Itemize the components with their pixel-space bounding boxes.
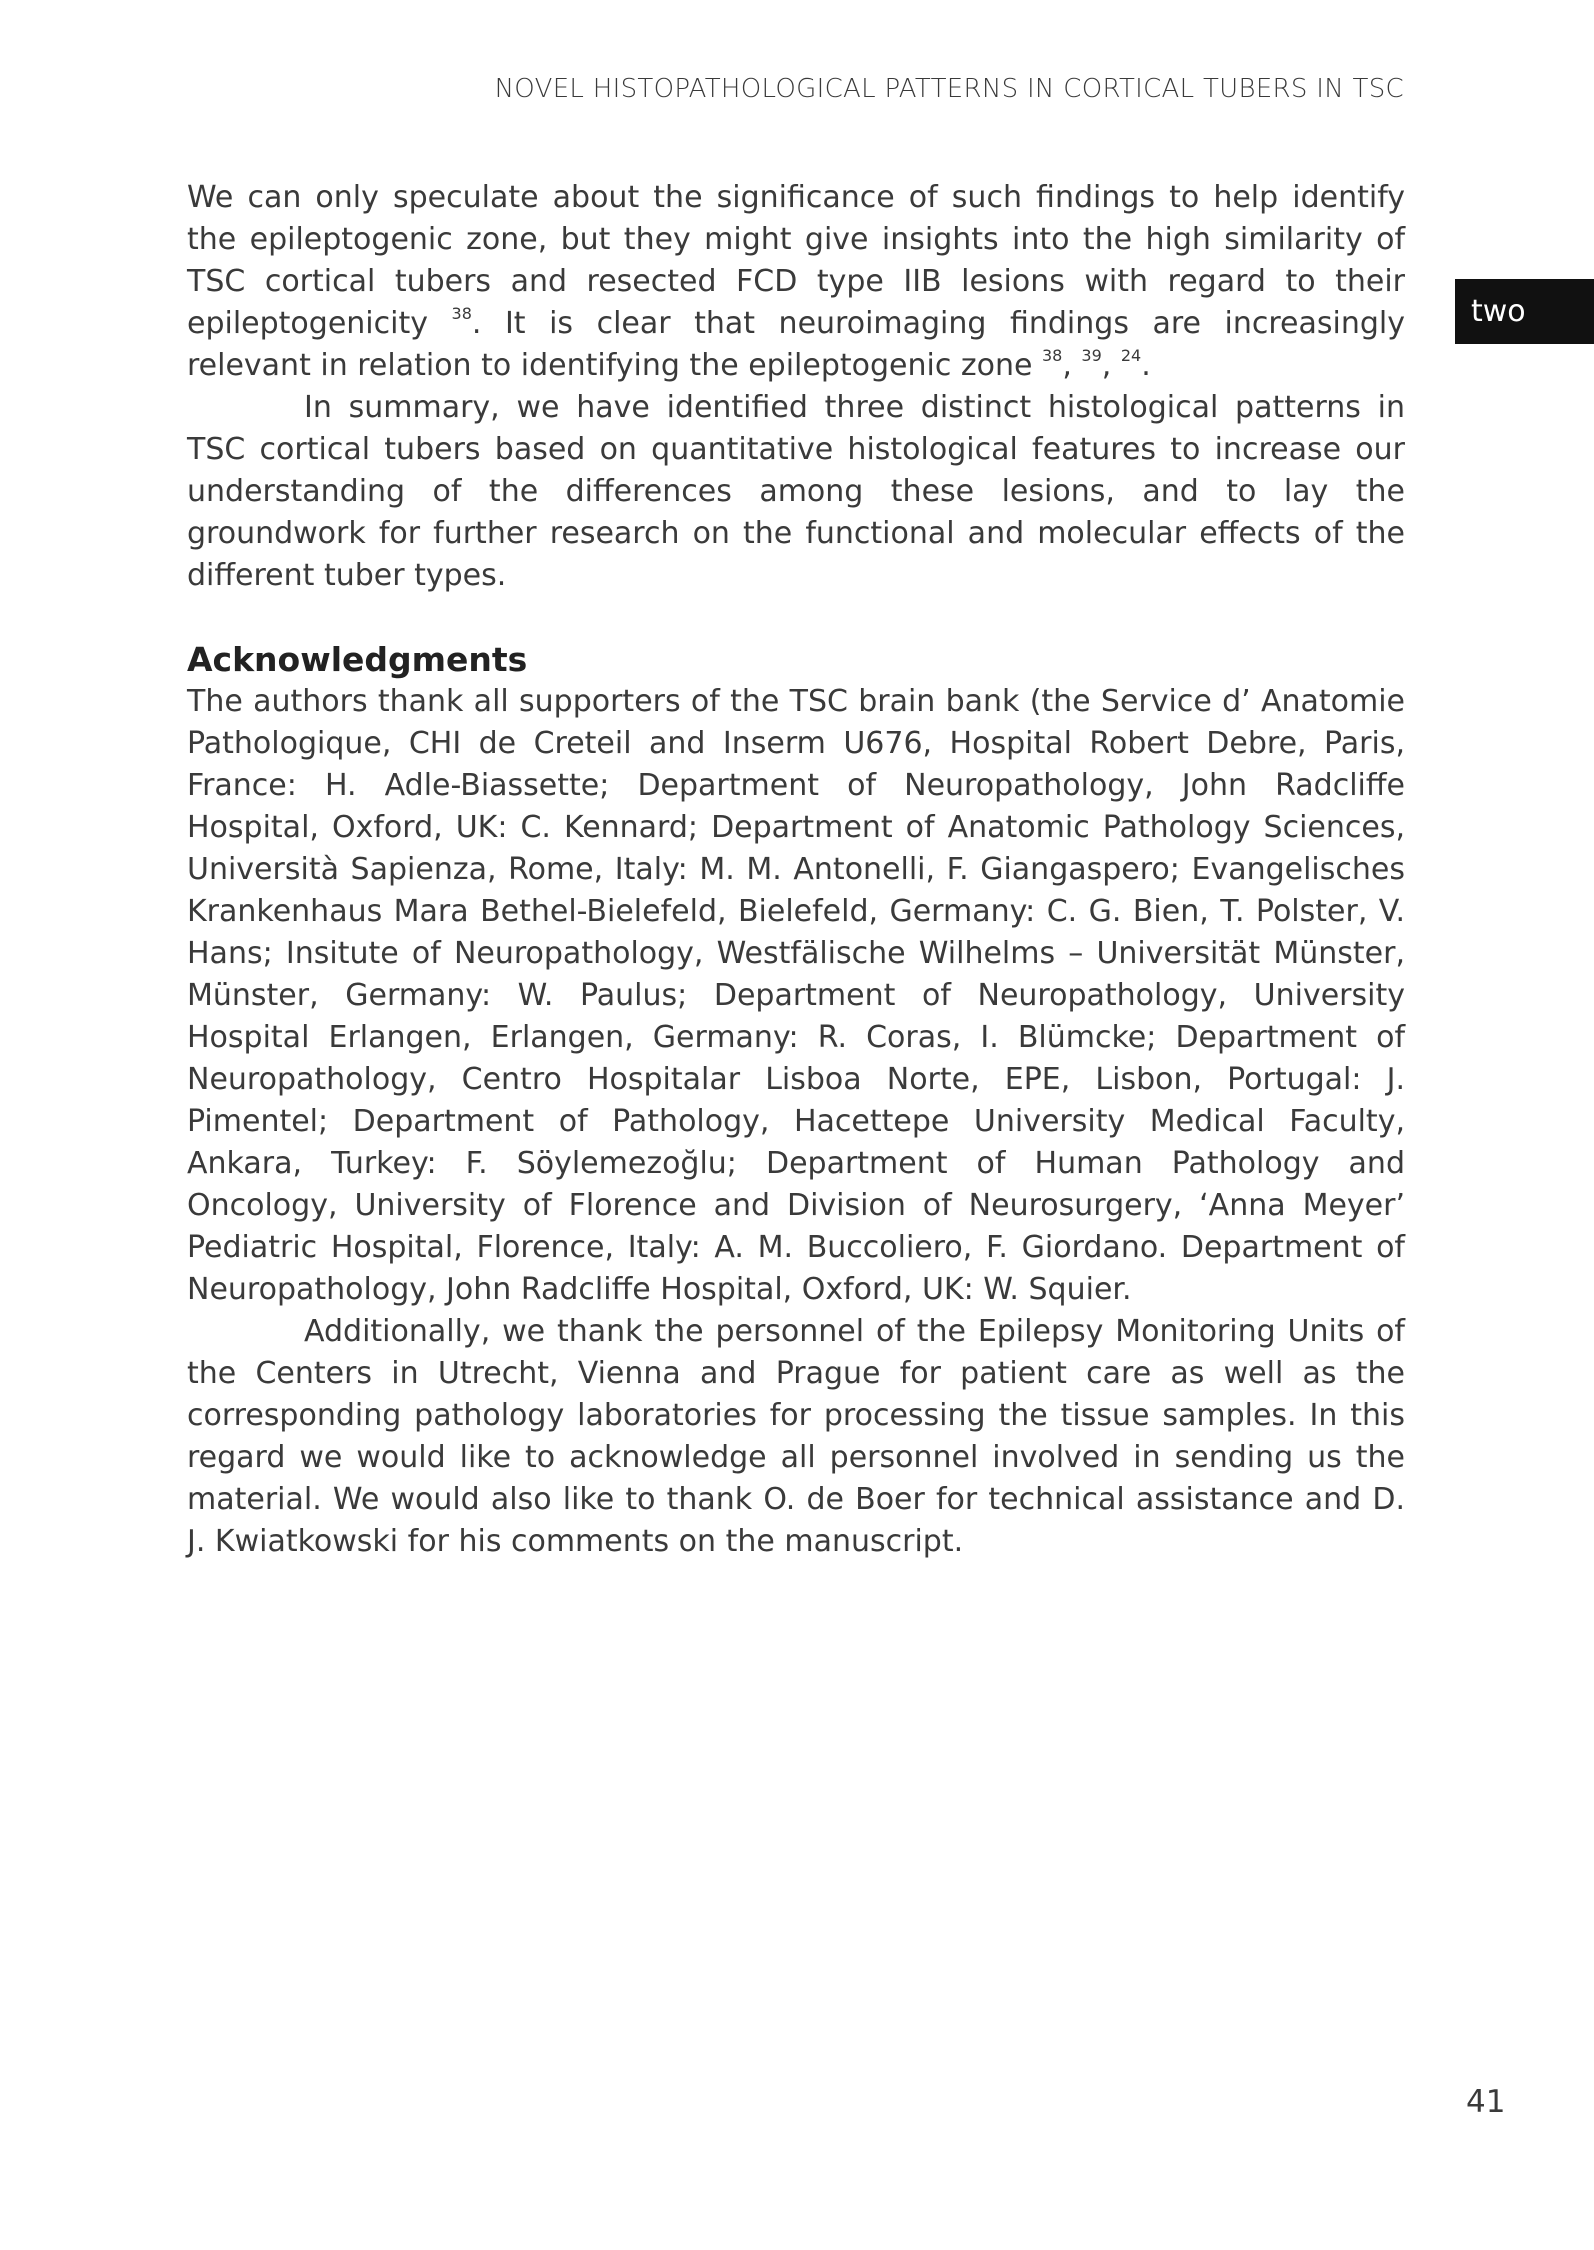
citation-ref: 38 xyxy=(451,304,472,323)
page-number: 41 xyxy=(1466,2084,1506,2120)
body-text: . It is clear that neuroimaging findings are increasingly relevant in relation to identifying the epileptogenic zone xyxy=(187,306,1405,383)
body-paragraph-1 xyxy=(187,177,1405,387)
body-text: . xyxy=(1141,348,1151,383)
acknowledgments-paragraph-1: The authors thank all supporters of the TSC brain bank (the Service d’ Anatomie Pathologique, CHI de Creteil and Inserm U676, Hospital Robert Debre, Paris, France: H. Adle-Biassette; Department of Neuropathology, John Radcliffe Hospital, Oxford, UK: C. Kennard; Department of Anatomic Pathology Sciences, Università Sapienza, Rome, Italy: M. M. Antonelli, F. Giangaspero; Evangelisches Krankenhaus Mara Bethel-Bielefeld, Bielefeld, Germany: C. G. Bien, T. Polster, V. Hans; Insitute of Neuropathology, Westfälische Wilhelms – Universität Münster, Münster, Germany: W. Paulus; Department of Neuropathology, University Hospital Erlangen, Erlangen, Germany: R. Coras, I. Blümcke; Department of Neuropathology, Centro Hospitalar Lisboa Norte, EPE, Lisbon, Portugal: J. Pimentel; Department of Pathology, Hacettepe University Medical Faculty, Ankara, Turkey: F. Söylemezoğlu; Department of Human Pathology and Oncology, University of Florence and Division of Neurosurgery, ‘Anna Meyer’ Pediatric Hospital, Florence, Italy: A. M. Buccoliero, F. Giordano. Department of Neuropathology, John Radcliffe Hospital, Oxford, UK: W. Squier. xyxy=(187,684,1405,1307)
citation-separator: , xyxy=(1101,348,1121,383)
main-content xyxy=(187,177,1405,1563)
running-header: NOVEL HISTOPATHOLOGICAL PATTERNS IN CORTICAL TUBERS IN TSC xyxy=(494,74,1404,104)
citation-ref: 39 xyxy=(1081,346,1102,365)
citation-ref: 24 xyxy=(1120,346,1142,365)
body-paragraph-2: In summary, we have identified three distinct histological patterns in TSC cortical tubers based on quantitative histological features to increase our understanding of the differences among these lesions, and to lay the groundwork for further research on the functional and molecular effects of the different tuber types. xyxy=(187,390,1405,593)
body-text: We can only speculate about the significance of such findings to help identify the epileptogenic zone, but they might give insights into the high similarity of TSC cortical tubers and resected FCD type IIB lesions with regard to their epileptogenicity xyxy=(187,180,1405,341)
citation-ref: 38 xyxy=(1041,346,1063,365)
citation-separator: , xyxy=(1062,348,1082,383)
acknowledgments-heading: Acknowledgments xyxy=(187,640,528,679)
acknowledgments-paragraph-2: Additionally, we thank the personnel of the Epilepsy Monitoring Units of the Centers in Utrecht, Vienna and Prague for patient care as well as the corresponding pathology laboratories for processing the tissue samples. In this regard we would like to acknowledge all personnel involved in sending us the material. We would also like to thank O. de Boer for technical assistance and D. J. Kwiatkowski for his comments on the manuscript. xyxy=(187,1314,1405,1559)
chapter-tab: two xyxy=(1455,279,1594,344)
